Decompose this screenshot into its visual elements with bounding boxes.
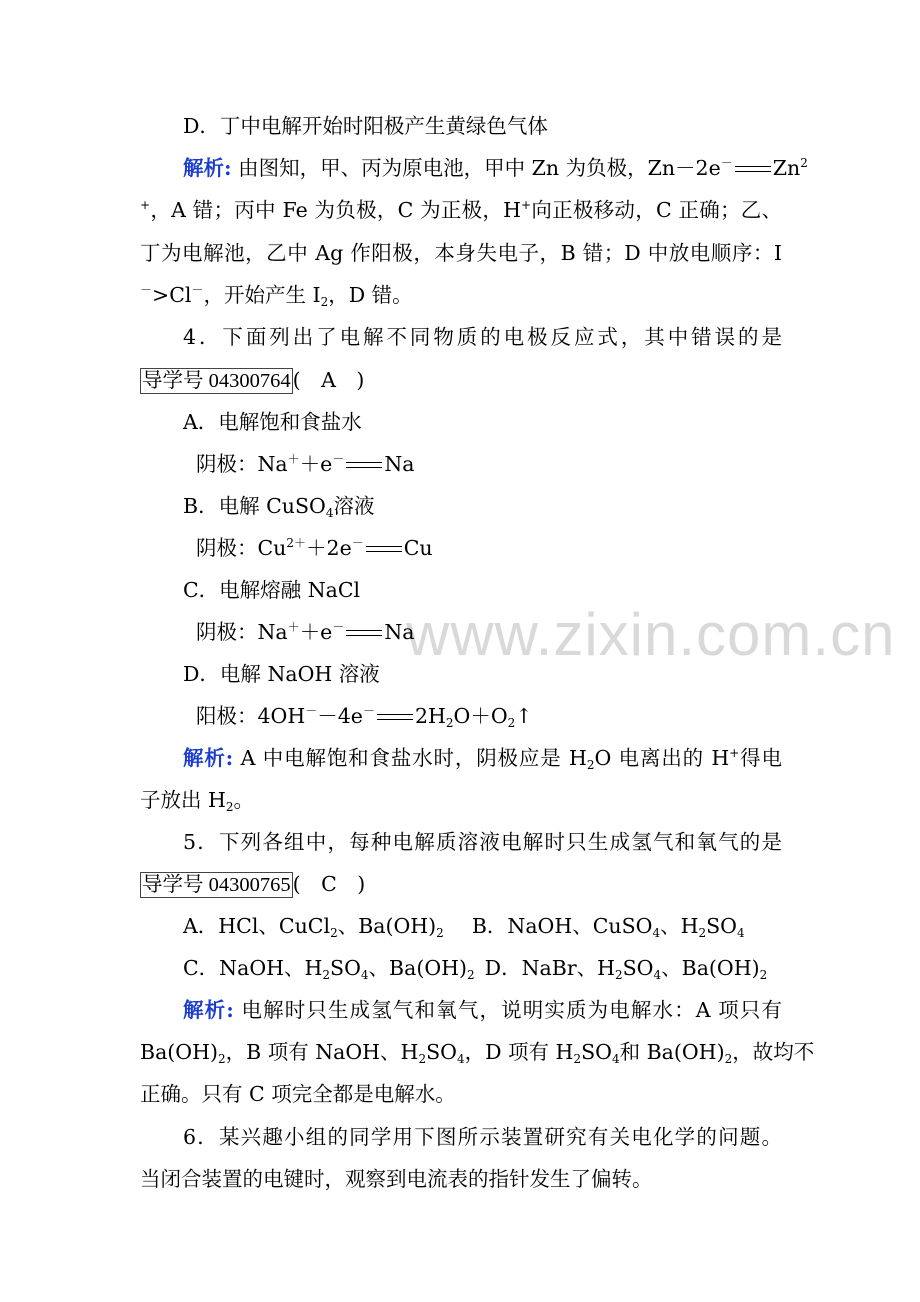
q5-options-ab <box>183 911 782 941</box>
q6-stem-line-1: 6．某兴趣小组的同学用下图所示装置研究有关电化学的问题。 <box>183 1125 782 1149</box>
q4-code-line <box>140 365 782 395</box>
q5-explanation-line-2: $Ba(OH)_2$，B 项有 NaOH、$H_2SO_4$，D 项有 $H_2SO_4$和 $Ba(OH)_2$，故均不 <box>140 1040 815 1066</box>
q5-explanation-line-1: 解析: 电解时只生成氢气和氧气，说明实质为电解水：A 项只有 <box>183 998 782 1022</box>
q4-option-b: B．电解 CuSO$_4$溶液 <box>183 494 375 520</box>
q5-option-b: B．NaOH、CuSO$_4$、$H_2SO_4$ <box>471 914 745 940</box>
q3-explanation-line-2: +，A 错；丙中 Fe 为负极，C 为正极，H+向正极移动，C 正确；乙、 <box>140 198 782 222</box>
guide-code-box[interactable]: 导学号 04300765 <box>142 874 291 896</box>
q5-option-d: D．NaBr、$H_2SO_4$、$Ba(OH)_2$ <box>484 956 768 982</box>
q3-option-d: D．丁中电解开始时阳极产生黄绿色气体 <box>183 114 548 138</box>
q6-stem-line-2: 当闭合装置的电键时，观察到电流表的指针发生了偏转。 <box>140 1167 653 1191</box>
q4-option-a: A．电解饱和食盐水 <box>183 410 362 434</box>
q5-code-line <box>140 869 782 899</box>
q4-option-c: C．电解熔融 NaCl <box>183 578 361 602</box>
q4-answer: ( A ) <box>292 368 365 392</box>
q4-option-a-equation: 阴极：Na＋＋e－ Na <box>196 452 415 476</box>
q3-explanation-line-3: 丁为电解池，乙中 Ag 作阳极，本身失电子，B 错；D 中放电顺序：I <box>140 241 782 265</box>
gas-arrow-icon: ↑ <box>515 704 533 728</box>
q4-explanation-line-1: 解析: A 中电解饱和食盐水时，阴极应是 $H_2O$ 电离出的 H+得电 <box>183 746 782 772</box>
q5-option-c: C．NaOH、$H_2SO_4$、$Ba(OH)_2$ <box>183 956 475 982</box>
q5-stem: 5．下列各组中，每种电解质溶液电解时只生成氢气和氧气的是 <box>183 830 782 854</box>
q3-explanation-line-4: －>Cl－，开始产生 $I_2$，D 错。 <box>140 283 413 309</box>
q5-answer: ( C ) <box>292 872 366 896</box>
q3-explanation-line-1: 解析: 由图知，甲、丙为原电池，甲中 Zn 为负极，Zn－2e－ Zn$^2$ <box>183 156 808 180</box>
q4-stem: 4．下面列出了电解不同物质的电极反应式，其中错误的是 <box>183 325 782 349</box>
q4-option-c-equation: 阴极：Na＋＋e－ Na <box>196 620 415 644</box>
q5-explanation-line-3: 正确。只有 C 项完全都是电解水。 <box>140 1082 456 1106</box>
equals-sign <box>735 165 771 175</box>
q4-option-b-equation: 阴极：$Cu^{2+}+2e^-$ Cu <box>196 536 433 560</box>
q4-explanation-line-2: 子放出 $H_2$。 <box>140 788 255 814</box>
q4-option-d-equation: 阳极：4OH－－4e－ $2H_2O+O_2↑$ <box>196 704 533 730</box>
watermark: www.zixin.com.cn <box>406 601 896 668</box>
q4-option-d: D．电解 NaOH 溶液 <box>183 662 380 686</box>
guide-code-box[interactable]: 导学号 04300764 <box>142 370 291 392</box>
q5-options-cd <box>183 953 782 983</box>
analysis-label: 解析: <box>183 156 232 180</box>
q5-option-a: A．HCl、CuCl$_2$、$Ba(OH)_2$ <box>183 914 444 940</box>
